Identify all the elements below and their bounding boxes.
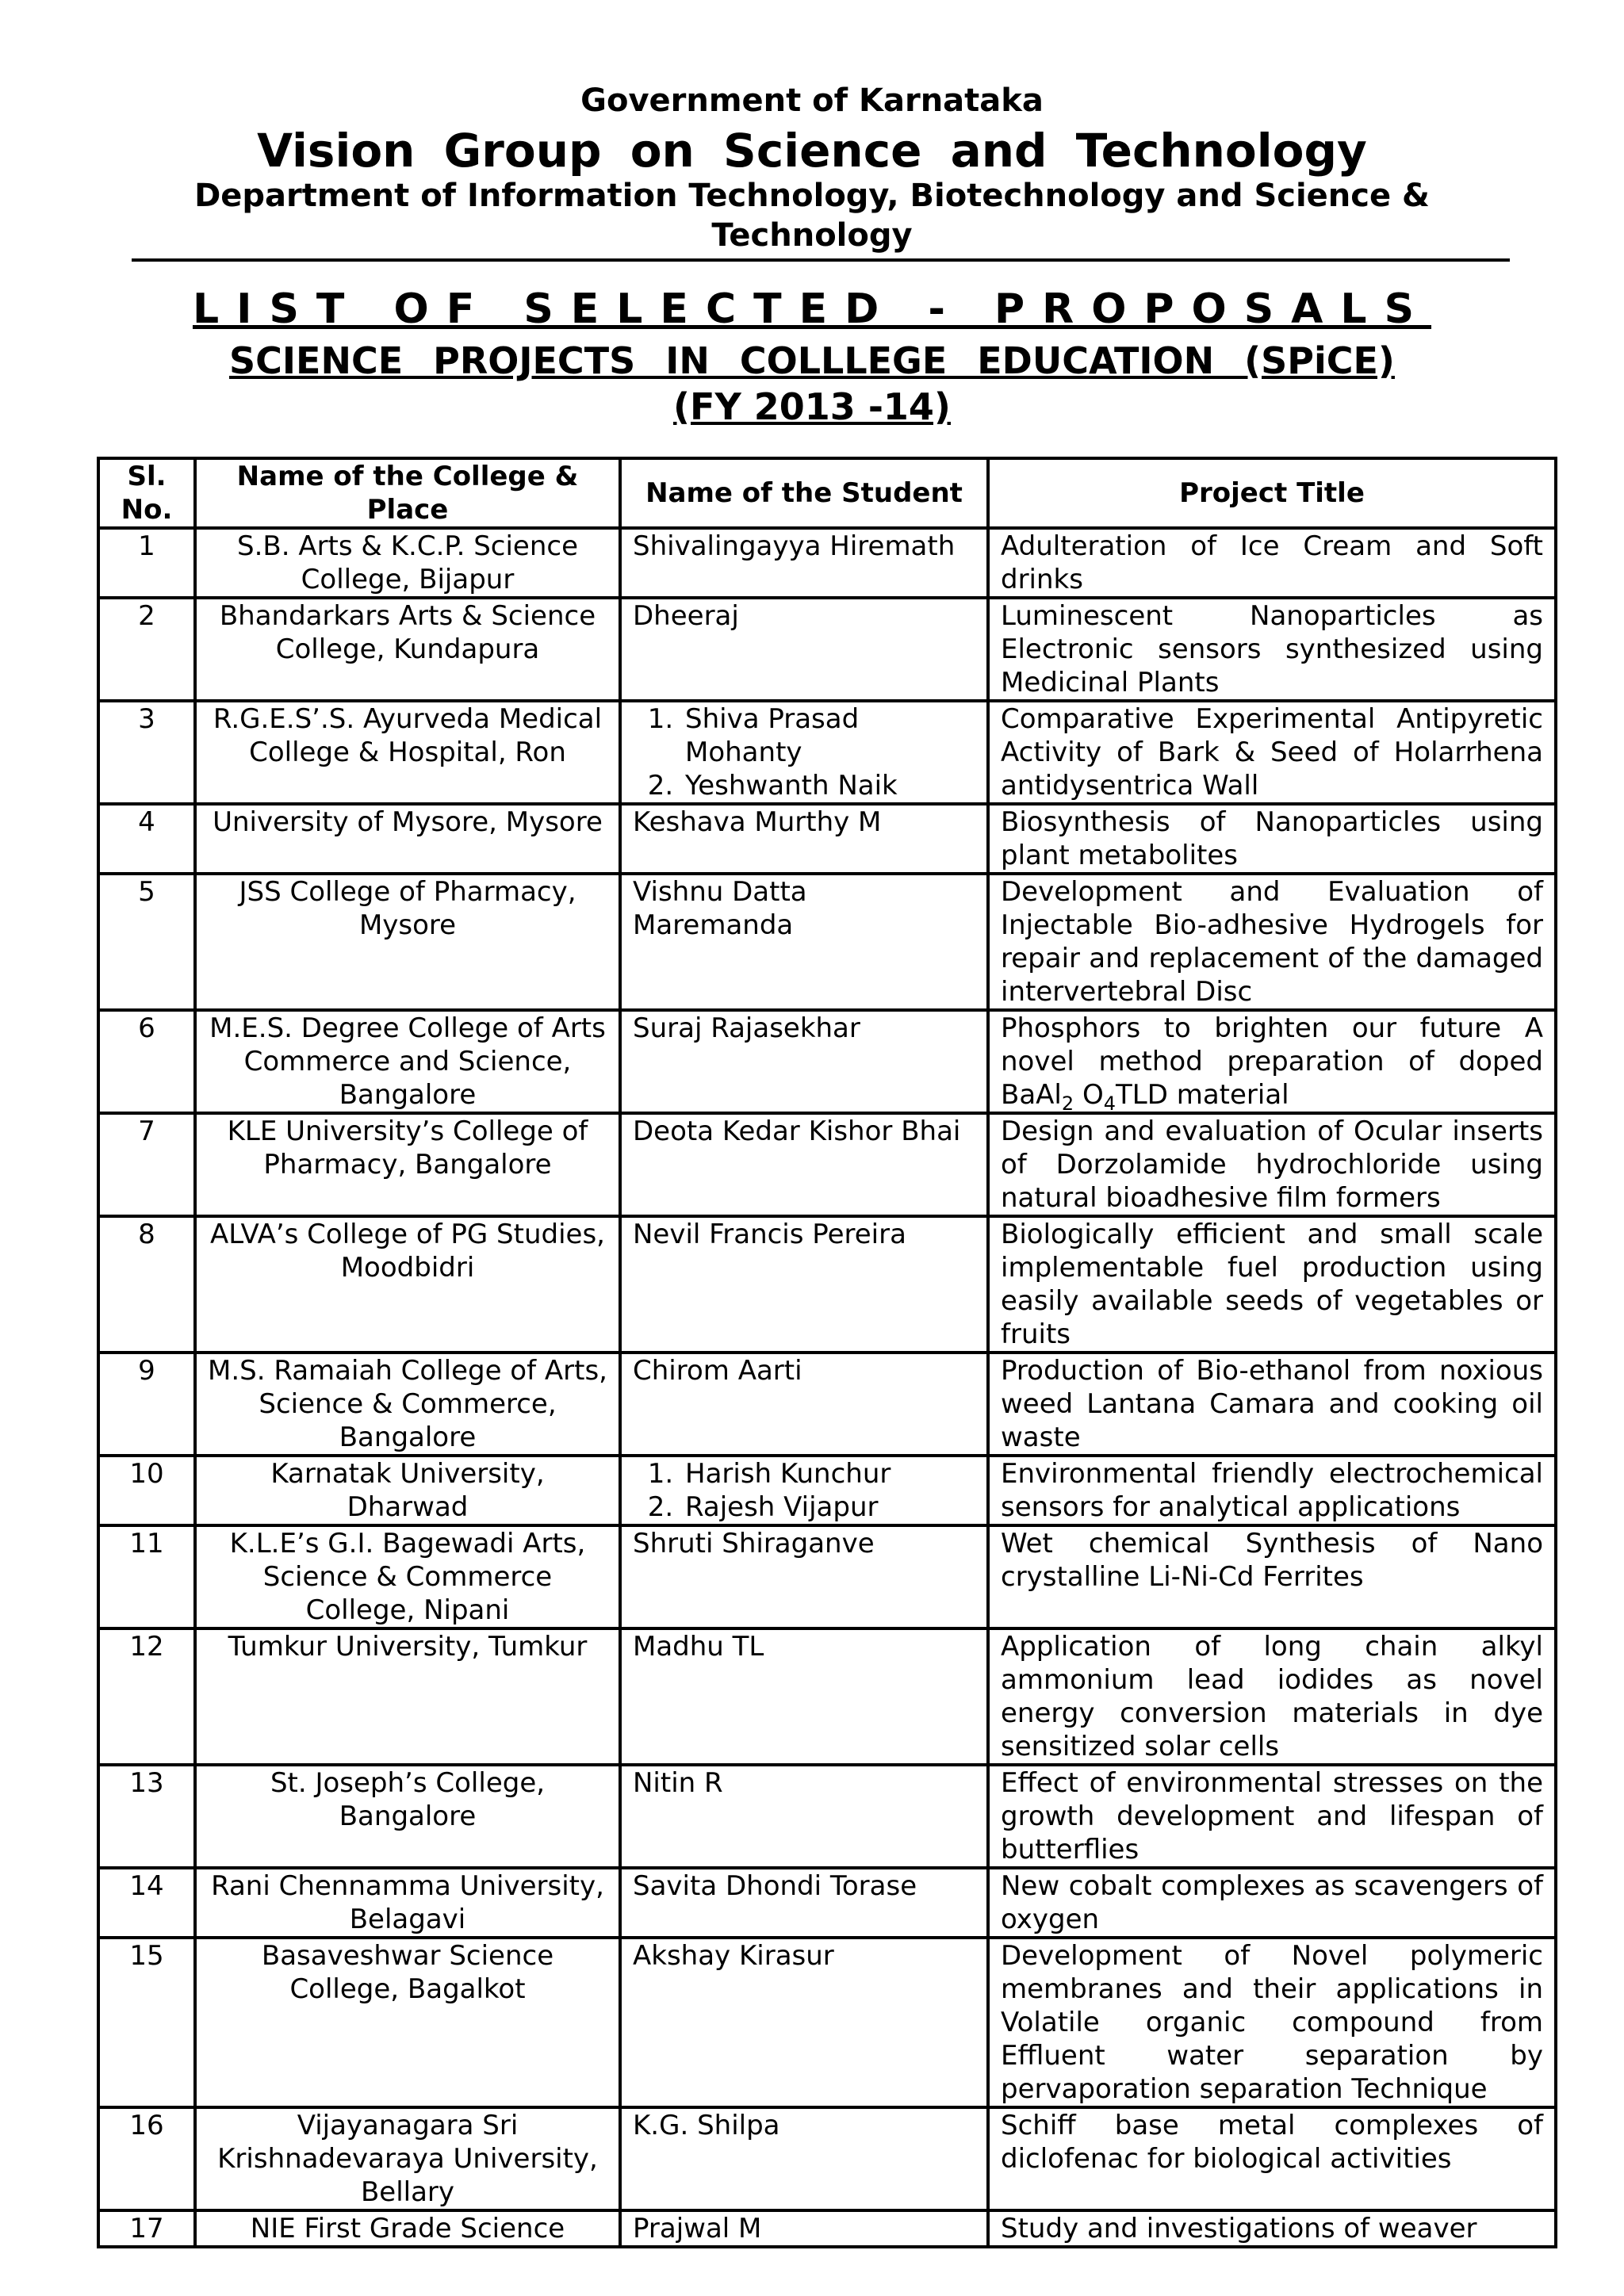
table-row	[98, 2107, 1556, 2210]
cell-college: Karnatak University, Dharwad	[195, 1456, 620, 1525]
cell-student	[620, 874, 988, 1010]
cell-college: M.E.S. Degree College of Arts Commerce and Science, Bangalore	[195, 1010, 620, 1113]
cell-college: R.G.E.S’.S. Ayurveda Medical College & Hospital, Ron	[195, 701, 620, 804]
project-title-text: New cobalt complexes as scavengers of oxygen	[1001, 1870, 1543, 1935]
table-row	[98, 1010, 1556, 1113]
student-list	[633, 1457, 975, 1524]
cell-project-title	[988, 1353, 1556, 1456]
student-name: Prajwal M	[633, 2213, 762, 2244]
project-title-text: Study and investigations of weaver	[1001, 2213, 1477, 2244]
cell-project-title	[988, 874, 1556, 1010]
cell-student	[620, 1456, 988, 1525]
student-name: Shruti Shiraganve	[633, 1528, 875, 1559]
cell-college: KLE University’s College of Pharmacy, Bangalore	[195, 1113, 620, 1216]
cell-college: JSS College of Pharmacy, Mysore	[195, 874, 620, 1010]
student-name: Suraj Rajasekhar	[633, 1012, 860, 1044]
cell-sl-no: 16	[98, 2107, 195, 2210]
cell-college: Vijayanagara Sri Krishnadevaraya University, Bellary	[195, 2107, 620, 2210]
cell-student	[620, 528, 988, 598]
cell-student	[620, 598, 988, 701]
table-row	[98, 874, 1556, 1010]
project-title-text: Biosynthesis of Nanoparticles using plant metabolites	[1001, 806, 1543, 871]
cell-sl-no: 14	[98, 1868, 195, 1938]
table-row	[98, 598, 1556, 701]
cell-project-title	[988, 1113, 1556, 1216]
cell-sl-no: 2	[98, 598, 195, 701]
cell-project-title	[988, 1868, 1556, 1938]
cell-sl-no: 9	[98, 1353, 195, 1456]
cell-sl-no: 1	[98, 528, 195, 598]
list-title: LIST OF SELECTED - PROPOSALS	[192, 285, 1432, 333]
student-name: Deota Kedar Kishor Bhai	[633, 1115, 961, 1147]
project-title-fragment: 2	[1061, 1092, 1074, 1115]
cell-project-title	[988, 598, 1556, 701]
cell-project-title	[988, 804, 1556, 874]
student-name: Nitin R	[633, 1767, 723, 1799]
cell-student	[620, 1216, 988, 1353]
student-name: Dheeraj	[633, 600, 739, 632]
table-row	[98, 2210, 1556, 2247]
cell-sl-no: 7	[98, 1113, 195, 1216]
cell-project-title	[988, 1628, 1556, 1765]
table-row	[98, 1938, 1556, 2107]
cell-college: St. Joseph’s College, Bangalore	[195, 1765, 620, 1868]
project-title-text: Schiff base metal complexes of diclofenac for biological activities	[1001, 2110, 1543, 2175]
program-title: SCIENCE PROJECTS IN COLLLEGE EDUCATION (SPiCE)	[229, 339, 1395, 382]
student-name: Savita Dhondi Torase	[633, 1870, 917, 1902]
project-title-text: Development and Evaluation of Injectable Bio-adhesive Hydrogels for repair and replacement of the damaged intervertebral Disc	[1001, 876, 1543, 1008]
cell-project-title	[988, 1010, 1556, 1113]
student-list	[633, 702, 975, 802]
cell-project-title	[988, 528, 1556, 598]
cell-student	[620, 1938, 988, 2107]
project-title-text: Biologically efficient and small scale implementable fuel production using easily available seeds of vegetables or fruits	[1001, 1219, 1543, 1350]
project-title-fragment: O	[1074, 1079, 1104, 1111]
proposals-table	[97, 457, 1557, 2248]
cell-project-title	[988, 2107, 1556, 2210]
cell-sl-no: 3	[98, 701, 195, 804]
student-name: K.G. Shilpa	[633, 2110, 780, 2141]
cell-college: University of Mysore, Mysore	[195, 804, 620, 874]
department-line-1: Department of Information Technology, Biotechnology and Science &	[194, 178, 1430, 214]
cell-sl-no: 11	[98, 1525, 195, 1628]
student-name: 2. Yeshwanth Naik	[682, 769, 975, 802]
cell-sl-no: 4	[98, 804, 195, 874]
table-body	[98, 528, 1556, 2247]
cell-student	[620, 1765, 988, 1868]
project-title-fragment: 4	[1103, 1092, 1116, 1115]
header-project-title: Project Title	[988, 458, 1556, 528]
student-name: Akshay Kirasur	[633, 1940, 834, 1972]
student-name: Nevil Francis Pereira	[633, 1219, 906, 1250]
cell-sl-no: 17	[98, 2210, 195, 2247]
cell-college: ALVA’s College of PG Studies, Moodbidri	[195, 1216, 620, 1353]
student-name: 2. Rajesh Vijapur	[682, 1490, 975, 1524]
cell-project-title	[988, 1456, 1556, 1525]
table-row	[98, 701, 1556, 804]
cell-student	[620, 701, 988, 804]
project-title-text: Wet chemical Synthesis of Nano crystalline Li-Ni-Cd Ferrites	[1001, 1528, 1543, 1593]
table-header-row	[98, 458, 1556, 528]
table-row	[98, 1456, 1556, 1525]
table-row	[98, 1113, 1556, 1216]
cell-project-title	[988, 1765, 1556, 1868]
table-row	[98, 804, 1556, 874]
cell-student	[620, 1353, 988, 1456]
project-title-text: Production of Bio-ethanol from noxious weed Lantana Camara and cooking oil waste	[1001, 1355, 1543, 1453]
cell-project-title	[988, 1525, 1556, 1628]
student-name: Madhu TL	[633, 1631, 764, 1663]
table-row	[98, 1353, 1556, 1456]
student-name: 1. Shiva Prasad Mohanty	[682, 702, 975, 769]
header-divider	[132, 258, 1510, 262]
cell-student	[620, 1010, 988, 1113]
cell-student	[620, 2210, 988, 2247]
cell-college: S.B. Arts & K.C.P. Science College, Bijapur	[195, 528, 620, 598]
cell-college: Tumkur University, Tumkur	[195, 1628, 620, 1765]
cell-project-title	[988, 2210, 1556, 2247]
student-name: Shivalingayya Hiremath	[633, 530, 956, 562]
header-college: Name of the College & Place	[195, 458, 620, 528]
cell-student	[620, 1628, 988, 1765]
cell-project-title	[988, 701, 1556, 804]
cell-college: Basaveshwar Science College, Bagalkot	[195, 1938, 620, 2107]
project-title-fragment: TLD material	[1116, 1079, 1289, 1111]
cell-project-title	[988, 1216, 1556, 1353]
cell-sl-no: 15	[98, 1938, 195, 2107]
cell-sl-no: 12	[98, 1628, 195, 1765]
cell-project-title	[988, 1938, 1556, 2107]
header-sl-no: Sl. No.	[98, 458, 195, 528]
table-row	[98, 1525, 1556, 1628]
cell-student	[620, 1525, 988, 1628]
project-title-text: Luminescent Nanoparticles as Electronic sensors synthesized using Medicinal Plants	[1001, 600, 1543, 698]
header-student: Name of the Student	[620, 458, 988, 528]
cell-college: Bhandarkars Arts & Science College, Kundapura	[195, 598, 620, 701]
cell-college: M.S. Ramaiah College of Arts, Science & Commerce, Bangalore	[195, 1353, 620, 1456]
project-title-text: Design and evaluation of Ocular inserts of Dorzolamide hydrochloride using natural bioadhesive film formers	[1001, 1115, 1543, 1214]
government-name: Government of Karnataka	[580, 82, 1044, 119]
table-row	[98, 1868, 1556, 1938]
cell-college: NIE First Grade Science	[195, 2210, 620, 2247]
cell-sl-no: 8	[98, 1216, 195, 1353]
student-name: Vishnu Datta Maremanda	[633, 876, 807, 941]
cell-student	[620, 804, 988, 874]
project-title-text: Phosphors to brighten our future A novel method preparation of doped BaAl	[1001, 1012, 1543, 1111]
cell-sl-no: 5	[98, 874, 195, 1010]
project-title-text: Comparative Experimental Antipyretic Activity of Bark & Seed of Holarrhena antidysentrica Wall	[1001, 703, 1543, 802]
project-title-text: Application of long chain alkyl ammonium lead iodides as novel energy conversion materials in dye sensitized solar cells	[1001, 1631, 1543, 1762]
cell-student	[620, 1113, 988, 1216]
table-row	[98, 1628, 1556, 1765]
project-title-text: Environmental friendly electrochemical sensors for analytical applications	[1001, 1458, 1543, 1523]
cell-sl-no: 6	[98, 1010, 195, 1113]
cell-sl-no: 13	[98, 1765, 195, 1868]
table-row	[98, 1216, 1556, 1353]
cell-student	[620, 2107, 988, 2210]
student-name: Chirom Aarti	[633, 1355, 802, 1387]
student-name: 1. Harish Kunchur	[682, 1457, 975, 1490]
student-name: Keshava Murthy M	[633, 806, 882, 838]
project-title-text: Development of Novel polymeric membranes and their applications in Volatile organic compound from Effluent water separation by pervaporation separation Technique	[1001, 1940, 1543, 2105]
table-row	[98, 528, 1556, 598]
project-title-text: Effect of environmental stresses on the growth development and lifespan of butterflies	[1001, 1767, 1543, 1866]
cell-sl-no: 10	[98, 1456, 195, 1525]
cell-student	[620, 1868, 988, 1938]
department-line-2: Technology	[711, 217, 913, 254]
organization-name: Vision Group on Science and Technology	[257, 124, 1367, 178]
table-row	[98, 1765, 1556, 1868]
cell-college: Rani Chennamma University, Belagavi	[195, 1868, 620, 1938]
fiscal-year: (FY 2013 -14)	[673, 385, 951, 428]
project-title-text: Adulteration of Ice Cream and Soft drinks	[1001, 530, 1543, 595]
cell-college: K.L.E’s G.I. Bagewadi Arts, Science & Commerce College, Nipani	[195, 1525, 620, 1628]
